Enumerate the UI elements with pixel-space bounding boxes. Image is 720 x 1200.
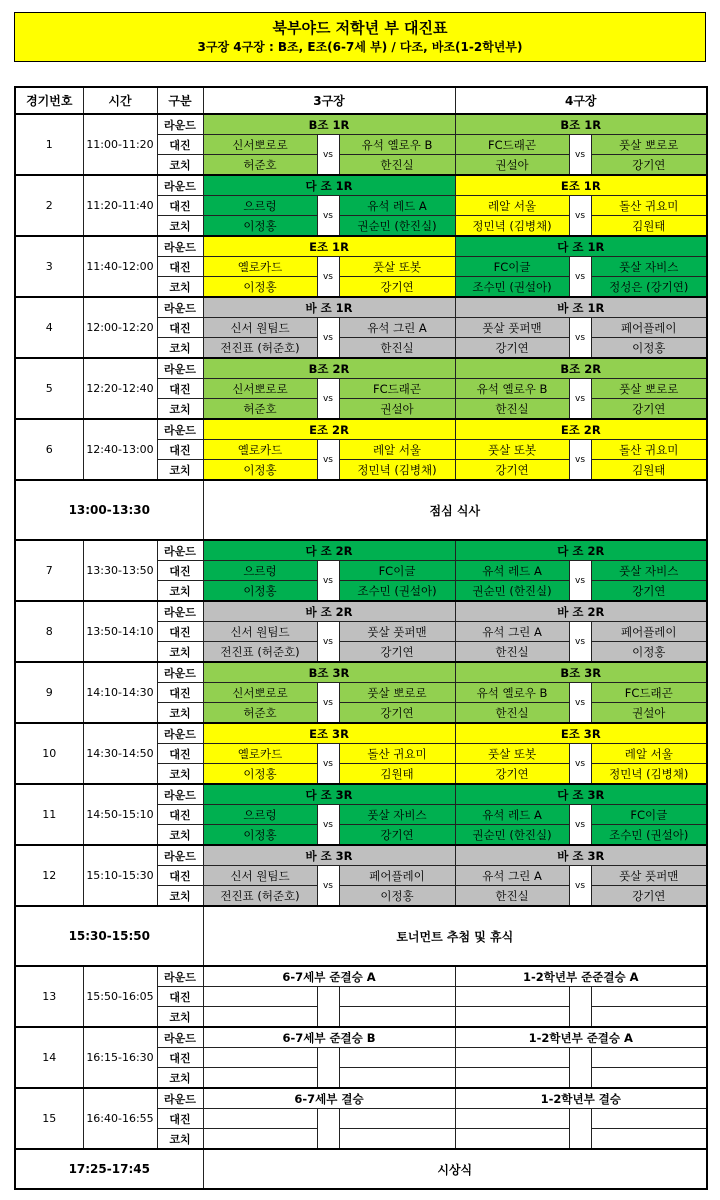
field4-vs: vs	[569, 440, 591, 481]
col-field-4: 4구장	[455, 87, 707, 114]
field4-coach-2: 조수민 (권설아)	[591, 825, 707, 846]
field4-team-2	[591, 1109, 707, 1129]
field3-vs: vs	[317, 866, 339, 907]
field4-team-1: 풋살 풋퍼맨	[455, 318, 569, 338]
field4-coach-1: 한진실	[455, 399, 569, 420]
field3-vs: vs	[317, 805, 339, 846]
label-round: 라운드	[157, 175, 203, 196]
field4-round: 다 조 2R	[455, 540, 707, 561]
field4-team-2: 풋살 자비스	[591, 257, 707, 277]
label-coach: 코치	[157, 764, 203, 785]
field4-team-2: 페어플레이	[591, 318, 707, 338]
field3-team-2	[339, 1048, 455, 1068]
label-coach: 코치	[157, 277, 203, 298]
field4-team-2	[591, 1048, 707, 1068]
field3-round: 다 조 2R	[203, 540, 455, 561]
field3-round: B조 1R	[203, 114, 455, 135]
field4-team-1	[455, 987, 569, 1007]
field4-team-2: 풋살 풋퍼맨	[591, 866, 707, 886]
match-time: 12:40-13:00	[83, 419, 157, 480]
field3-round: B조 2R	[203, 358, 455, 379]
break-row	[15, 906, 707, 966]
field4-coach-2: 정민녁 (김병채)	[591, 764, 707, 785]
field3-coach-2: 강기연	[339, 277, 455, 298]
page-title: 북부야드 저학년 부 대진표	[272, 19, 448, 37]
schedule-table	[14, 86, 708, 1190]
match-time: 12:20-12:40	[83, 358, 157, 419]
match-time: 13:50-14:10	[83, 601, 157, 662]
field4-coach-1	[455, 1007, 569, 1028]
field3-vs: vs	[317, 135, 339, 176]
label-coach: 코치	[157, 642, 203, 663]
field4-team-1: 유석 그린 A	[455, 622, 569, 642]
field3-coach-2: 권설아	[339, 399, 455, 420]
field3-round: 바 조 2R	[203, 601, 455, 622]
field4-team-1: 레알 서울	[455, 196, 569, 216]
field3-vs: vs	[317, 744, 339, 785]
label-match: 대진	[157, 683, 203, 703]
label-match: 대진	[157, 805, 203, 825]
field3-team-2: 풋살 뽀로로	[339, 683, 455, 703]
field4-vs: vs	[569, 379, 591, 420]
field3-vs: vs	[317, 561, 339, 602]
break-time: 15:30-15:50	[15, 906, 203, 966]
match-row	[15, 1027, 707, 1048]
field3-round: 바 조 1R	[203, 297, 455, 318]
break-label: 시상식	[203, 1149, 707, 1189]
match-time: 14:50-15:10	[83, 784, 157, 845]
match-time: 12:00-12:20	[83, 297, 157, 358]
match-number: 3	[15, 236, 83, 297]
field4-round: E조 3R	[455, 723, 707, 744]
field4-vs: vs	[569, 135, 591, 176]
label-round: 라운드	[157, 419, 203, 440]
match-row	[15, 723, 707, 744]
field3-coach-2: 강기연	[339, 703, 455, 724]
field4-team-2	[591, 987, 707, 1007]
field4-vs: vs	[569, 196, 591, 237]
field3-team-1: 옐로카드	[203, 440, 317, 460]
label-match: 대진	[157, 1048, 203, 1068]
field3-team-2: FC드래곤	[339, 379, 455, 399]
field4-round: B조 2R	[455, 358, 707, 379]
label-match: 대진	[157, 561, 203, 581]
field4-coach-1: 강기연	[455, 764, 569, 785]
field3-coach-1: 이정홍	[203, 277, 317, 298]
field4-round: 다 조 3R	[455, 784, 707, 805]
label-match: 대진	[157, 318, 203, 338]
field4-coach-1: 한진실	[455, 642, 569, 663]
field3-coach-1	[203, 1068, 317, 1089]
label-round: 라운드	[157, 784, 203, 805]
label-coach: 코치	[157, 1007, 203, 1028]
match-row	[15, 175, 707, 196]
field4-vs: vs	[569, 805, 591, 846]
match-time: 13:30-13:50	[83, 540, 157, 601]
match-row	[15, 662, 707, 683]
field4-vs: vs	[569, 561, 591, 602]
field3-vs: vs	[317, 622, 339, 663]
field3-coach-2: 이정홍	[339, 886, 455, 907]
field3-team-1: 으르렁	[203, 561, 317, 581]
match-number: 15	[15, 1088, 83, 1149]
match-number: 1	[15, 114, 83, 175]
field4-coach-1: 권순민 (한진실)	[455, 581, 569, 602]
match-row	[15, 784, 707, 805]
field3-vs	[317, 987, 339, 1028]
label-round: 라운드	[157, 114, 203, 135]
field4-vs: vs	[569, 318, 591, 359]
match-row	[15, 236, 707, 257]
field3-team-1	[203, 1109, 317, 1129]
field4-coach-2: 강기연	[591, 581, 707, 602]
label-round: 라운드	[157, 723, 203, 744]
match-time: 16:40-16:55	[83, 1088, 157, 1149]
match-time: 14:10-14:30	[83, 662, 157, 723]
field3-team-1	[203, 1048, 317, 1068]
break-row	[15, 1149, 707, 1189]
field3-coach-1	[203, 1007, 317, 1028]
field4-coach-2	[591, 1129, 707, 1150]
field4-vs: vs	[569, 866, 591, 907]
col-match-no: 경기번호	[15, 87, 83, 114]
field4-round: 바 조 1R	[455, 297, 707, 318]
field3-coach-2: 조수민 (권설아)	[339, 581, 455, 602]
label-match: 대진	[157, 987, 203, 1007]
field3-coach-2: 정민녁 (김병채)	[339, 460, 455, 481]
field3-coach-1: 이정홍	[203, 764, 317, 785]
field3-round: E조 2R	[203, 419, 455, 440]
field4-round: 1-2학년부 준결승 A	[455, 1027, 707, 1048]
field3-coach-2: 김원태	[339, 764, 455, 785]
field3-team-1: 신서뽀로로	[203, 135, 317, 155]
field3-coach-1: 허준호	[203, 399, 317, 420]
field3-team-2: 유석 옐로우 B	[339, 135, 455, 155]
field3-coach-1: 전진표 (허준호)	[203, 338, 317, 359]
field4-coach-1: 강기연	[455, 460, 569, 481]
field3-coach-2	[339, 1129, 455, 1150]
match-number: 13	[15, 966, 83, 1027]
field3-coach-1: 이정홍	[203, 581, 317, 602]
field3-coach-1: 허준호	[203, 703, 317, 724]
field4-vs	[569, 1048, 591, 1089]
label-match: 대진	[157, 135, 203, 155]
label-coach: 코치	[157, 1068, 203, 1089]
field4-team-2: 풋살 자비스	[591, 561, 707, 581]
label-round: 라운드	[157, 662, 203, 683]
field4-team-1	[455, 1048, 569, 1068]
field4-coach-1: 조수민 (권설아)	[455, 277, 569, 298]
label-match: 대진	[157, 257, 203, 277]
match-time: 11:40-12:00	[83, 236, 157, 297]
field4-team-2: FC이글	[591, 805, 707, 825]
break-time: 17:25-17:45	[15, 1149, 203, 1189]
label-round: 라운드	[157, 1088, 203, 1109]
label-round: 라운드	[157, 540, 203, 561]
match-number: 8	[15, 601, 83, 662]
match-row	[15, 297, 707, 318]
field4-team-1: 유석 레드 A	[455, 561, 569, 581]
field4-round: E조 2R	[455, 419, 707, 440]
field3-vs: vs	[317, 683, 339, 724]
field4-coach-2: 강기연	[591, 155, 707, 176]
field3-coach-2: 한진실	[339, 155, 455, 176]
field3-coach-2: 강기연	[339, 642, 455, 663]
field4-round: 1-2학년부 결승	[455, 1088, 707, 1109]
match-row	[15, 1088, 707, 1109]
match-number: 5	[15, 358, 83, 419]
label-coach: 코치	[157, 886, 203, 907]
field3-vs: vs	[317, 318, 339, 359]
page-subtitle: 3구장 4구장 : B조, E조(6-7세 부) / 다조, 바조(1-2학년부)	[197, 40, 523, 54]
match-row	[15, 845, 707, 866]
field3-team-2	[339, 1109, 455, 1129]
col-field-3: 3구장	[203, 87, 455, 114]
label-round: 라운드	[157, 601, 203, 622]
field3-vs: vs	[317, 379, 339, 420]
field3-coach-2	[339, 1068, 455, 1089]
field3-round: 다 조 1R	[203, 175, 455, 196]
field4-team-2: 페어플레이	[591, 622, 707, 642]
field3-round: B조 3R	[203, 662, 455, 683]
match-number: 6	[15, 419, 83, 480]
field3-coach-1: 허준호	[203, 155, 317, 176]
field3-team-2: 유석 레드 A	[339, 196, 455, 216]
field3-coach-1	[203, 1129, 317, 1150]
match-time: 15:10-15:30	[83, 845, 157, 906]
match-row	[15, 966, 707, 987]
field3-round: 6-7세부 준결승 B	[203, 1027, 455, 1048]
field3-round: 6-7세부 결승	[203, 1088, 455, 1109]
label-round: 라운드	[157, 358, 203, 379]
match-row	[15, 419, 707, 440]
field3-coach-1: 전진표 (허준호)	[203, 886, 317, 907]
field4-coach-2: 강기연	[591, 886, 707, 907]
label-round: 라운드	[157, 1027, 203, 1048]
field4-team-1: 유석 레드 A	[455, 805, 569, 825]
match-time: 11:00-11:20	[83, 114, 157, 175]
field4-coach-1: 강기연	[455, 338, 569, 359]
field3-coach-2: 강기연	[339, 825, 455, 846]
label-coach: 코치	[157, 703, 203, 724]
field3-team-2: FC이글	[339, 561, 455, 581]
field3-team-2: 유석 그린 A	[339, 318, 455, 338]
match-number: 14	[15, 1027, 83, 1088]
match-number: 9	[15, 662, 83, 723]
field3-team-1: 신서뽀로로	[203, 683, 317, 703]
field4-round: 바 조 2R	[455, 601, 707, 622]
field4-coach-2: 권설아	[591, 703, 707, 724]
label-round: 라운드	[157, 845, 203, 866]
field4-team-1: 풋살 또봇	[455, 440, 569, 460]
field3-round: E조 1R	[203, 236, 455, 257]
field3-team-2: 풋살 또봇	[339, 257, 455, 277]
field4-coach-2	[591, 1068, 707, 1089]
match-number: 11	[15, 784, 83, 845]
field4-coach-1: 정민녁 (김병채)	[455, 216, 569, 237]
field4-coach-2: 김원태	[591, 216, 707, 237]
field3-team-1: 옐로카드	[203, 257, 317, 277]
label-round: 라운드	[157, 297, 203, 318]
field4-coach-2: 이정홍	[591, 642, 707, 663]
field3-round: E조 3R	[203, 723, 455, 744]
field3-team-2: 돌산 귀요미	[339, 744, 455, 764]
field3-vs: vs	[317, 257, 339, 298]
field4-vs: vs	[569, 622, 591, 663]
break-row	[15, 480, 707, 540]
match-time: 16:15-16:30	[83, 1027, 157, 1088]
field4-round: 1-2학년부 준준결승 A	[455, 966, 707, 987]
field3-round: 6-7세부 준결승 A	[203, 966, 455, 987]
field4-coach-1: 권설아	[455, 155, 569, 176]
label-match: 대진	[157, 1109, 203, 1129]
column-header-row	[15, 87, 707, 114]
field4-round: B조 3R	[455, 662, 707, 683]
match-number: 12	[15, 845, 83, 906]
field3-team-1: 으르렁	[203, 196, 317, 216]
field3-coach-1: 이정홍	[203, 825, 317, 846]
label-match: 대진	[157, 379, 203, 399]
field3-team-1: 신서 원팀드	[203, 318, 317, 338]
field3-team-1: 신서 원팀드	[203, 622, 317, 642]
label-round: 라운드	[157, 236, 203, 257]
col-type: 구분	[157, 87, 203, 114]
field4-coach-1	[455, 1129, 569, 1150]
field4-coach-1: 한진실	[455, 703, 569, 724]
field3-team-2: 페어플레이	[339, 866, 455, 886]
field4-round: 바 조 3R	[455, 845, 707, 866]
field3-team-1: 신서 원팀드	[203, 866, 317, 886]
field4-vs: vs	[569, 683, 591, 724]
match-time: 11:20-11:40	[83, 175, 157, 236]
col-time: 시간	[83, 87, 157, 114]
label-match: 대진	[157, 866, 203, 886]
field4-vs: vs	[569, 257, 591, 298]
match-row	[15, 114, 707, 135]
field4-round: B조 1R	[455, 114, 707, 135]
field3-coach-1: 전진표 (허준호)	[203, 642, 317, 663]
field4-team-2: FC드래곤	[591, 683, 707, 703]
label-coach: 코치	[157, 155, 203, 176]
field3-team-1: 신서뽀로로	[203, 379, 317, 399]
field4-coach-2: 정성은 (강기연)	[591, 277, 707, 298]
match-time: 14:30-14:50	[83, 723, 157, 784]
label-match: 대진	[157, 622, 203, 642]
match-time: 15:50-16:05	[83, 966, 157, 1027]
label-coach: 코치	[157, 581, 203, 602]
field3-team-2: 풋살 자비스	[339, 805, 455, 825]
break-label: 점심 식사	[203, 480, 707, 540]
field3-coach-2: 권순민 (한진실)	[339, 216, 455, 237]
field3-coach-2: 한진실	[339, 338, 455, 359]
field3-vs: vs	[317, 196, 339, 237]
label-match: 대진	[157, 196, 203, 216]
field3-team-1: 옐로카드	[203, 744, 317, 764]
label-coach: 코치	[157, 216, 203, 237]
label-coach: 코치	[157, 825, 203, 846]
match-number: 7	[15, 540, 83, 601]
field4-team-2: 돌산 귀요미	[591, 196, 707, 216]
field4-coach-1	[455, 1068, 569, 1089]
match-number: 4	[15, 297, 83, 358]
label-coach: 코치	[157, 399, 203, 420]
field4-vs	[569, 1109, 591, 1150]
field3-team-2	[339, 987, 455, 1007]
match-row	[15, 601, 707, 622]
field3-round: 다 조 3R	[203, 784, 455, 805]
field3-vs	[317, 1109, 339, 1150]
field4-team-1: 유석 옐로우 B	[455, 683, 569, 703]
field4-team-2: 풋살 뽀로로	[591, 135, 707, 155]
field4-vs	[569, 987, 591, 1028]
break-label: 토너먼트 추첨 및 휴식	[203, 906, 707, 966]
label-match: 대진	[157, 744, 203, 764]
field3-team-1	[203, 987, 317, 1007]
field3-coach-1: 이정홍	[203, 216, 317, 237]
field3-coach-2	[339, 1007, 455, 1028]
field4-team-1	[455, 1109, 569, 1129]
field4-team-1: 유석 옐로우 B	[455, 379, 569, 399]
match-number: 10	[15, 723, 83, 784]
label-round: 라운드	[157, 966, 203, 987]
field4-round: 다 조 1R	[455, 236, 707, 257]
field3-vs: vs	[317, 440, 339, 481]
field4-coach-2: 강기연	[591, 399, 707, 420]
field4-coach-1: 권순민 (한진실)	[455, 825, 569, 846]
field3-team-1: 으르렁	[203, 805, 317, 825]
field3-round: 바 조 3R	[203, 845, 455, 866]
field4-team-2: 풋살 뽀로로	[591, 379, 707, 399]
field4-team-1: FC드래곤	[455, 135, 569, 155]
field4-coach-2: 김원태	[591, 460, 707, 481]
label-coach: 코치	[157, 460, 203, 481]
break-time: 13:00-13:30	[15, 480, 203, 540]
field4-team-2: 돌산 귀요미	[591, 440, 707, 460]
field3-vs	[317, 1048, 339, 1089]
field4-team-1: 유석 그린 A	[455, 866, 569, 886]
field4-team-1: 풋살 또봇	[455, 744, 569, 764]
match-row	[15, 358, 707, 379]
match-number: 2	[15, 175, 83, 236]
schedule-header	[14, 12, 706, 62]
field4-coach-1: 한진실	[455, 886, 569, 907]
field4-coach-2: 이정홍	[591, 338, 707, 359]
field4-round: E조 1R	[455, 175, 707, 196]
field4-team-2: 레알 서울	[591, 744, 707, 764]
label-match: 대진	[157, 440, 203, 460]
field3-team-2: 레알 서울	[339, 440, 455, 460]
field3-team-2: 풋살 풋퍼맨	[339, 622, 455, 642]
field4-vs: vs	[569, 744, 591, 785]
field3-coach-1: 이정홍	[203, 460, 317, 481]
field4-team-1: FC이글	[455, 257, 569, 277]
label-coach: 코치	[157, 338, 203, 359]
label-coach: 코치	[157, 1129, 203, 1150]
field4-coach-2	[591, 1007, 707, 1028]
match-row	[15, 540, 707, 561]
